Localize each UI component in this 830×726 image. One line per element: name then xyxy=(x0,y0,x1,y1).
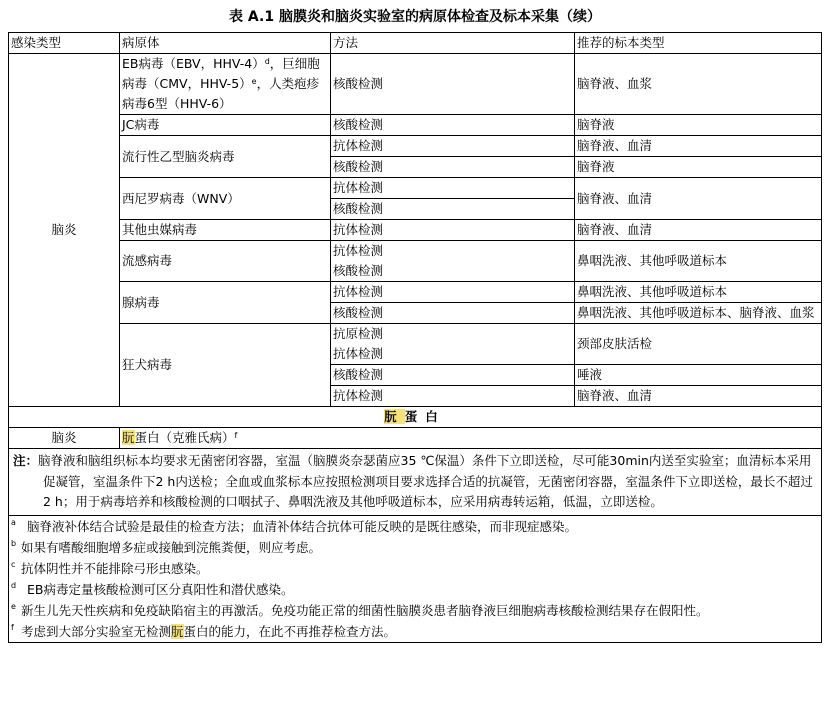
prion-table xyxy=(8,406,822,643)
table-row xyxy=(9,282,822,303)
specimen-cell: 鼻咽洗液、其他呼吸道标本 xyxy=(575,241,822,282)
pathogen-cell: JC病毒 xyxy=(120,115,331,136)
method-cell: 抗体检测 xyxy=(331,136,575,157)
specimen-cell: 鼻咽洗液、其他呼吸道标本、脑脊液、血浆 xyxy=(575,303,822,324)
pathogen-cell: 流感病毒 xyxy=(120,241,331,282)
method-cell: 核酸检测 xyxy=(331,157,575,178)
table-row xyxy=(9,220,822,241)
method-cell: 核酸检测 xyxy=(331,199,575,220)
specimen-cell: 脑脊液、血清 xyxy=(575,178,822,220)
pathogen-cell: 朊蛋白（克雅氏病）$^f$ xyxy=(120,428,822,449)
pathogen-cell: 狂犬病毒 xyxy=(120,324,331,407)
footnote-f: f 考虑到大部分实验室无检测朊蛋白的能力，在此不再推荐检查方法。 xyxy=(11,622,397,639)
specimen-cell: 脑脊液 xyxy=(575,115,822,136)
footnote-a: a 脑脊液补体结合试验是最佳的检查方法；血清补体结合抗体可能反映的是既往感染，而非现症感染。 xyxy=(11,517,578,534)
method-cell: 抗体检测 xyxy=(331,282,575,303)
method-cell: 核酸检测 xyxy=(331,115,575,136)
infection-type-cell: 脑炎 xyxy=(9,428,120,449)
note-row xyxy=(9,449,822,516)
specimen-cell: 脑脊液、血清 xyxy=(575,136,822,157)
pathogen-cell: 流行性乙型脑炎病毒 xyxy=(120,136,331,178)
table-title: 表 A.1 脑膜炎和脑炎实验室的病原体检查及标本采集（续） xyxy=(229,9,601,25)
specimen-cell: 脑脊液、血清 xyxy=(575,386,822,407)
header-specimen: 推荐的标本类型 xyxy=(575,33,822,54)
table-row xyxy=(9,136,822,157)
footnote-b: b 如果有嗜酸细胞增多症或接触到浣熊粪便，则应考虑。 xyxy=(11,538,322,555)
section-header-row xyxy=(9,407,822,428)
method-cell: 抗体检测 核酸检测 xyxy=(331,241,575,282)
prion-section-header: 朊蛋白 xyxy=(9,407,822,428)
infection-type-cell: 脑炎 xyxy=(9,54,120,407)
footnote-e: e 新生儿先天性疾病和免疫缺陷宿主的再激活。免疫功能正常的细菌性脑膜炎患者脑脊液巨细胞病毒核酸检测结果存在假阳性。 xyxy=(11,601,709,618)
footnote-d: d EB病毒定量核酸检测可区分真阳性和潜伏感染。 xyxy=(11,580,294,597)
header-pathogen: 病原体 xyxy=(120,33,331,54)
pathogen-cell: EB病毒（EBV，HHV-4）$^d$，巨细胞病毒（CMV，HHV-5）$^e$，人类疱疹病毒6型（HHV-6） xyxy=(120,54,331,115)
method-cell: 核酸检测 xyxy=(331,54,575,115)
specimen-cell: 鼻咽洗液、其他呼吸道标本 xyxy=(575,282,822,303)
note-cell: 注：脑脊液和脑组织标本均要求无菌密闭容器，室温（脑膜炎奈瑟菌应35 ℃保温）条件下立即送检，尽可能30min内送至实验室；血清标本采用促凝管，室温条件下2 h内送检；全血或血浆标本应按照检测项目要求选择合适的抗凝管，无菌密闭容器，室温条件下立即送检，最长不超过2 h；用于病毒培养和核酸检测的口咽拭子、鼻咽洗液及其他呼吸道标本，应采用病毒转运箱，低温，立即送检。 xyxy=(9,449,822,516)
method-cell: 核酸检测 xyxy=(331,303,575,324)
method-cell: 抗体检测 xyxy=(331,178,575,199)
table-row xyxy=(9,324,822,365)
table-row xyxy=(9,428,822,449)
table-row xyxy=(9,178,822,199)
specimen-cell: 脑脊液、血浆 xyxy=(575,54,822,115)
method-cell: 抗体检测 xyxy=(331,386,575,407)
table-row xyxy=(9,241,822,282)
header-infection-type: 感染类型 xyxy=(9,33,120,54)
method-cell: 抗原检测 抗体检测 xyxy=(331,324,575,365)
header-method: 方法 xyxy=(331,33,575,54)
table-row xyxy=(9,54,822,115)
method-cell: 抗体检测 xyxy=(331,220,575,241)
table-header-row xyxy=(9,33,822,54)
pathogen-cell: 西尼罗病毒（WNV） xyxy=(120,178,331,220)
pathogen-cell: 其他虫媒病毒 xyxy=(120,220,331,241)
pathogen-table xyxy=(8,32,822,407)
specimen-cell: 颈部皮肤活检 xyxy=(575,324,822,365)
footnote-c: c 抗体阴性并不能排除弓形虫感染。 xyxy=(11,559,209,576)
specimen-cell: 脑脊液 xyxy=(575,157,822,178)
specimen-cell: 唾液 xyxy=(575,365,822,386)
method-cell: 核酸检测 xyxy=(331,365,575,386)
footnotes-row xyxy=(9,515,822,642)
pathogen-cell: 腺病毒 xyxy=(120,282,331,324)
specimen-cell: 脑脊液、血清 xyxy=(575,220,822,241)
footnotes-cell xyxy=(9,515,822,642)
table-row xyxy=(9,115,822,136)
